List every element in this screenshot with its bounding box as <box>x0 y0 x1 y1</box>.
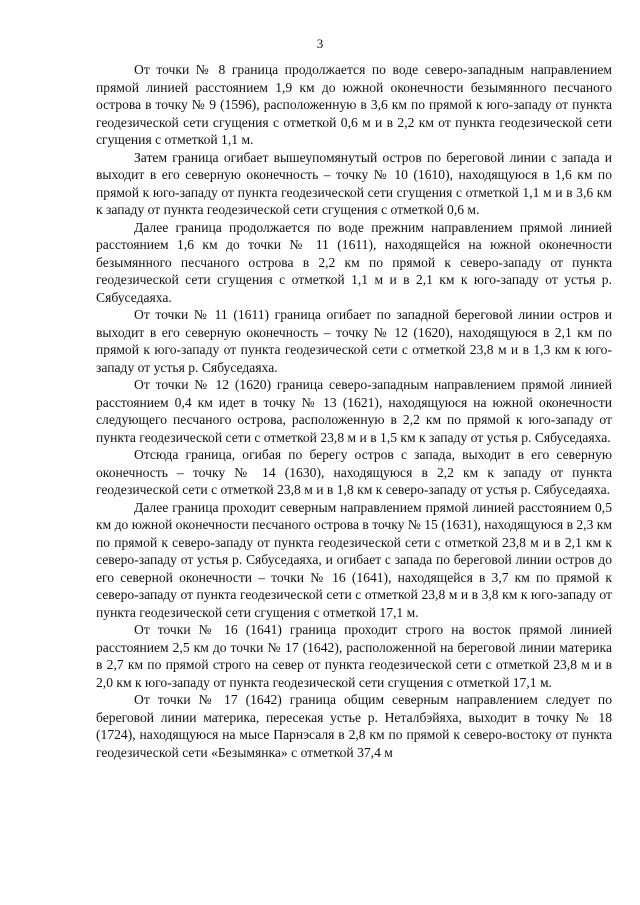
paragraph-points-15-16: Далее граница проходит северным направлением прямой линией расстоянием 0,5 км до южной оконечности песчаного острова в точку № 15 (1631), находящуюся в 2,3 км по прямой к северо-западу от пункта геодезической сети с отметкой 23,8 м и в 2,1 км к северо-западу от устья р. Сябуседаяха, и огибает с запада по береговой линии остров до его северной оконечности – точки № 16 (1641), находящейся в 3,7 км по прямой к северо-западу от пункта геодезической сети с отметкой 23,8 м и в 3,8 км к юго-западу от пункта геодезической сети сгущения с отметкой 17,1 м. <box>96 499 612 620</box>
paragraph-point-11: Далее граница продолжается по воде прежним направлением прямой линией расстоянием 1,6 км до точки № 11 (1611), находящейся на южной оконечности безымянного песчаного острова в 2,2 км по прямой к северо-западу от пункта геодезической сети сгущения с отметкой 1,1 м и в 2,1 км к юго-западу от устья р. Сябуседаяха. <box>96 219 612 305</box>
paragraph-point-13: От точки № 12 (1620) граница северо-западным направлением прямой линией расстоянием 0,4 км идет в точку № 13 (1621), находящуюся на южной оконечности следующего песчаного острова, расположенную в 2,2 км по прямой к юго-западу от пункта геодезической сети с отметкой 23,8 м и в 1,5 км к западу от устья р. Сябуседаяха. <box>96 377 612 445</box>
document-body <box>96 61 612 761</box>
paragraph-point-10: Затем граница огибает вышеупомянутый остров по береговой линии с запада и выходит в его северную оконечность – точку № 10 (1610), находящуюся в 1,6 км по прямой к юго-западу от пункта геодезической сети сгущения с отметкой 1,1 м и в 3,6 км к западу от пункта геодезической сети сгущения с отметкой 0,6 м. <box>96 149 612 217</box>
page-number: 3 <box>316 36 324 51</box>
paragraph-point-18: От точки № 17 (1642) граница общим северным направлением следует по береговой линии материка, пересекая устье р. Неталбэйяха, выходит в точку № 18 (1724), находящуюся на мысе Парнэсаля в 2,8 км по прямой к северо-востоку от пункта геодезической сети «Безымянка» с отметкой 37,4 м <box>96 692 612 760</box>
paragraph-point-17: От точки № 16 (1641) граница проходит строго на восток прямой линией расстоянием 2,5 км до точки № 17 (1642), расположенной на береговой линии материка в 2,7 км по прямой строго на север от пункта геодезической сети с отметкой 23,8 м и в 2,0 км к юго-западу от пункта геодезической сети сгущения с отметкой 17,1 м. <box>96 622 612 690</box>
paragraph-point-14: Отсюда граница, огибая по берегу остров с запада, выходит в его северную оконечность – точку № 14 (1630), находящуюся в 2,2 км к западу от пункта геодезической сети с отметкой 23,8 м и в 1,8 км к северо-западу от устья р. Сябуседаяха. <box>96 447 612 497</box>
paragraph-point-9: От точки № 8 граница продолжается по воде северо-западным направлением прямой линией расстоянием 1,9 км до южной оконечности безымянного песчаного острова в точку № 9 (1596), расположенную в 3,6 км по прямой к юго-западу от пункта геодезической сети сгущения с отметкой 0,6 м и в 2,2 км от пункта геодезической сети сгущения с отметкой 1,1 м. <box>96 62 612 147</box>
paragraph-point-12: От точки № 11 (1611) граница огибает по западной береговой линии остров и выходит в его северную оконечность – точку № 12 (1620), находящуюся в 2,1 км по прямой к юго-западу от пункта геодезической сети с отметкой 23,8 м и в 1,3 км к юго-западу от устья р. Сябуседаяха. <box>96 307 612 375</box>
